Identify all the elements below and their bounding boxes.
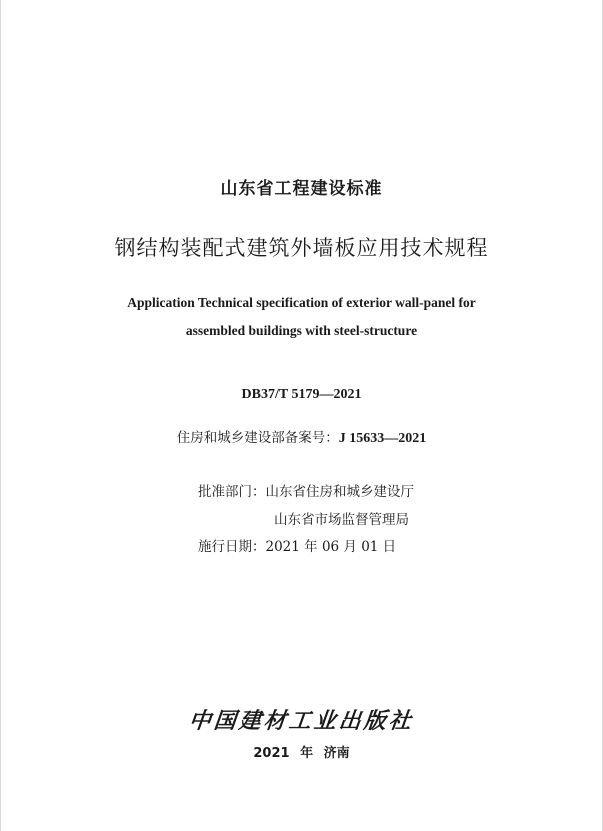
publication-year-place: 2021 年 济南 (253, 746, 350, 761)
approval-dept-2: 山东省市场监督管理局 (274, 512, 409, 528)
document-title-english-line2: assembled buildings with steel-structure (185, 323, 418, 338)
series-title: 山东省工程建设标准 (220, 179, 383, 199)
approval-label: 批准部门： (198, 484, 266, 500)
record-number-label: 住房和城乡建设部备案号： (176, 430, 339, 446)
implementation-date-line (198, 535, 396, 555)
publisher-name: 中国建材工业出版社 (187, 708, 416, 734)
approval-dept-1: 山东省住房和城乡建设厅 (265, 484, 414, 500)
record-number (0, 426, 603, 447)
standard-number: DB37/T 5179—2021 (241, 387, 362, 402)
document-title-english-line1: Application Technical specification of exterior wall-panel for (127, 295, 476, 310)
implementation-date: 2021 年 06 月 01 日 (265, 539, 397, 555)
approval-department-line (198, 480, 414, 500)
record-number-value: J 15633—2021 (338, 431, 427, 446)
implementation-label: 施行日期： (198, 539, 266, 555)
document-title-chinese: 钢结构装配式建筑外墙板应用技术规程 (114, 236, 489, 260)
